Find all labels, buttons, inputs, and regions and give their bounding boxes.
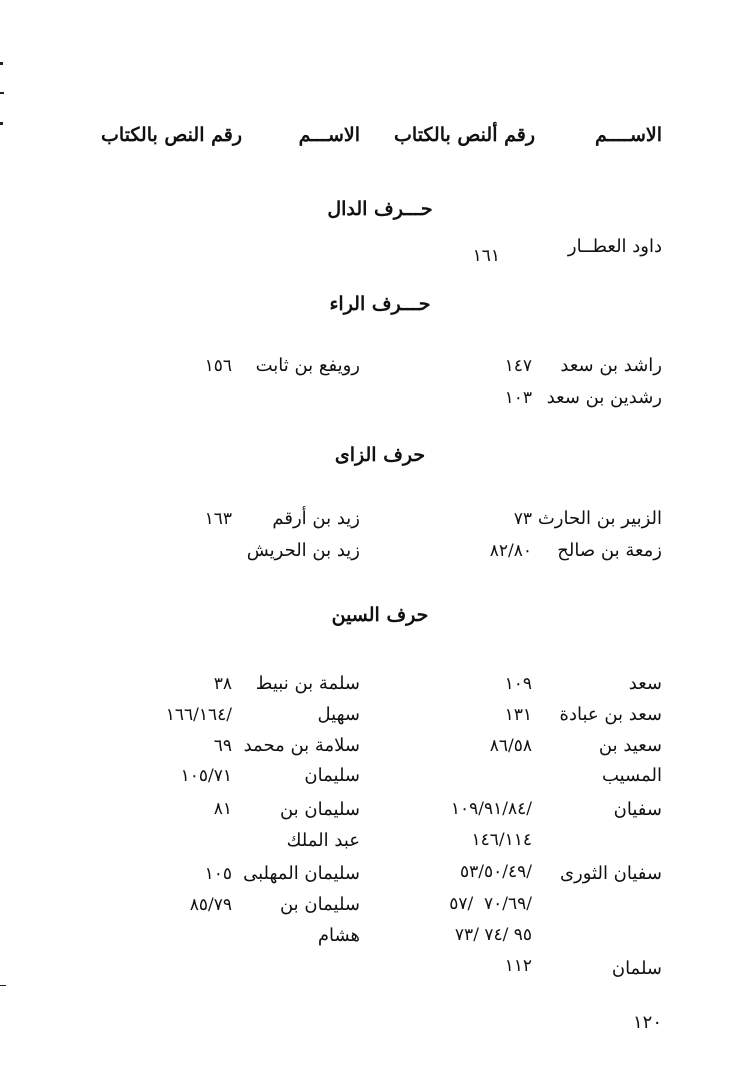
entry-number: ١٠٥/٧١ xyxy=(180,766,232,786)
entry-name: رويفع بن ثابت xyxy=(255,355,360,376)
entry-name: سهيل xyxy=(317,704,360,725)
entry-name: المسيب xyxy=(601,765,662,786)
entry-number: /١٠٩/٩١/٨٤ xyxy=(450,799,532,819)
entry-number: ٧٣ xyxy=(513,509,532,529)
header-name-col-2: الاســـم xyxy=(298,124,360,146)
entry-number: ١١٢ xyxy=(504,956,532,976)
entry-name: سفيان الثورى xyxy=(559,863,662,884)
entry-name: سلمان xyxy=(611,958,662,979)
entry-number: ١٥٦ xyxy=(204,356,232,376)
entry-number: ٦٩ xyxy=(213,736,232,756)
entry-name: زيد بن الحريش xyxy=(246,540,360,561)
entry-number: ١٣١ xyxy=(504,705,532,725)
entry-name: راشد بن سعد xyxy=(560,355,662,376)
entry-number: ٨٥/٧٩ xyxy=(189,895,232,915)
entry-number: ١٤٧ xyxy=(504,356,532,376)
entry-name: عبد الملك xyxy=(286,830,360,851)
header-num-col-2: رقم النص بالكتاب xyxy=(101,124,242,146)
entry-name: داود العطــار xyxy=(567,236,662,257)
entry-name: سعد بن عبادة xyxy=(559,704,662,725)
entry-name: الزبير بن الحارث xyxy=(537,508,662,529)
entry-name: زمعة بن صالح xyxy=(557,540,662,561)
entry-number: ١٦١ xyxy=(472,246,500,266)
entry-name: هشام xyxy=(317,925,360,946)
entry-number: /١٦٦/١٦٤ xyxy=(165,705,232,725)
entry-number: ٣٨ xyxy=(213,674,232,694)
entry-number: ١٠٣ xyxy=(504,388,532,408)
entry-number: ١٦٣ xyxy=(204,509,232,529)
entry-number: ١٤٦/١١٤ xyxy=(471,830,532,850)
header-name-col-1: الاســــم xyxy=(595,124,662,146)
entry-name: سعد xyxy=(628,673,662,694)
section-title-ra: حـــرف الراء xyxy=(329,293,431,315)
entry-name: سلامة بن محمد xyxy=(243,735,360,756)
page-number: ١٢٠ xyxy=(632,1012,662,1033)
margin-mark xyxy=(0,92,4,94)
entry-number: /٧٠/٦٩ /٥٧ xyxy=(449,894,532,914)
entry-name: سليمان بن xyxy=(279,894,360,915)
entry-number: /٥٣/٥٠/٤٩ xyxy=(460,862,532,882)
entry-number: ١٠٩ xyxy=(504,674,532,694)
entry-number: ٩٥ /٧٤ /٧٣ xyxy=(454,925,532,945)
entry-number: ١٠٥ xyxy=(204,864,232,884)
entry-name: زيد بن أرقم xyxy=(272,508,360,529)
entry-name: سليمان xyxy=(304,765,360,786)
entry-name: سفيان xyxy=(613,799,662,820)
entry-name: سلمة بن نبيط xyxy=(255,673,360,694)
entry-number: ٨٢/٨٠ xyxy=(489,541,532,561)
section-title-sin: حرف السين xyxy=(331,604,429,626)
entry-name: رشدين بن سعد xyxy=(546,387,662,408)
entry-name: سعيد بن xyxy=(598,735,662,756)
margin-mark xyxy=(0,62,3,65)
header-num-col-1: رقم ألنص بالكتاب xyxy=(394,124,535,146)
section-title-dal: حـــرف الدال xyxy=(327,198,433,220)
margin-mark xyxy=(0,122,3,125)
entry-name: سليمان المهلبى xyxy=(243,863,360,884)
entry-name: سليمان بن xyxy=(279,799,360,820)
section-title-zay: حرف الزاى xyxy=(334,444,426,466)
margin-mark xyxy=(0,985,6,986)
entry-number: ٨١ xyxy=(213,799,232,819)
entry-number: ٨٦/٥٨ xyxy=(489,736,532,756)
